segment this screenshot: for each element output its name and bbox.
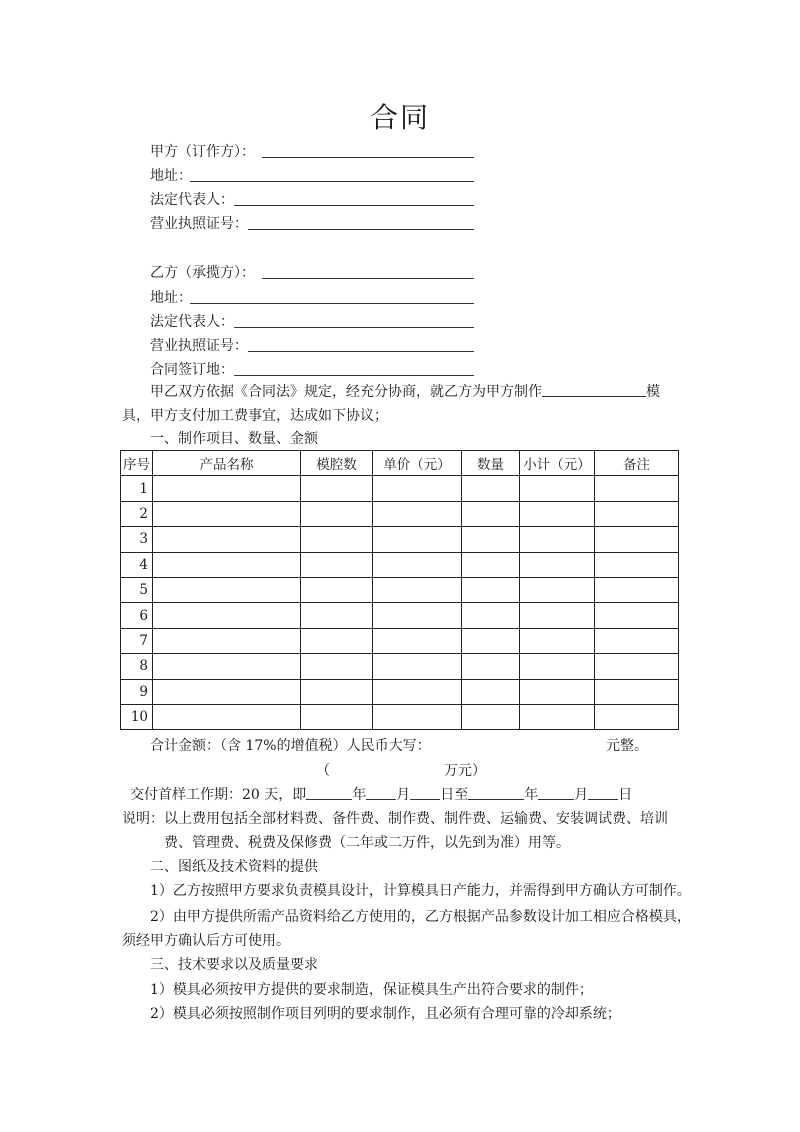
- product-name-cell[interactable]: [153, 603, 301, 628]
- section-3-item-2: 2）模具必须按照制作项目列明的要求制作，且必须有合理可靠的冷却系统；: [150, 1006, 621, 1022]
- remarks-cell[interactable]: [595, 552, 679, 577]
- remarks-cell[interactable]: [595, 603, 679, 628]
- table-row: [121, 628, 679, 653]
- party-b-address-blank[interactable]: [190, 303, 474, 304]
- party-a-name-blank[interactable]: [262, 157, 474, 158]
- unit-price-cell[interactable]: [373, 603, 462, 628]
- unit-price-cell[interactable]: [373, 577, 462, 602]
- unit-price-cell[interactable]: [373, 552, 462, 577]
- start-day-blank[interactable]: [410, 785, 440, 800]
- cavities-cell[interactable]: [301, 654, 373, 679]
- remarks-cell[interactable]: [595, 654, 679, 679]
- mold-product-blank[interactable]: [542, 382, 646, 397]
- table-row: [121, 603, 679, 628]
- col-header-subtotal: 小计（元）: [520, 451, 595, 476]
- row-index: 1: [121, 476, 153, 501]
- subtotal-cell[interactable]: [520, 501, 595, 526]
- section-2-title: 二、图纸及技术资料的提供: [150, 859, 318, 875]
- row-index: 8: [121, 654, 153, 679]
- party-b-legal-rep-label: 法定代表人：: [150, 314, 234, 330]
- col-header-cavities: 模腔数: [301, 451, 373, 476]
- section-1-title: 一、制作项目、数量、金额: [150, 431, 318, 447]
- product-name-cell[interactable]: [153, 552, 301, 577]
- remarks-cell[interactable]: [595, 527, 679, 552]
- remarks-cell[interactable]: [595, 476, 679, 501]
- subtotal-cell[interactable]: [520, 552, 595, 577]
- party-b-license-label: 营业执照证号：: [150, 338, 248, 354]
- col-header-index: 序号: [121, 451, 153, 476]
- total-wan-yuan: 万元）: [444, 763, 486, 779]
- product-name-cell[interactable]: [153, 628, 301, 653]
- unit-price-cell[interactable]: [373, 704, 462, 729]
- intro-line-2: 具，甲方支付加工费事宜，达成如下协议；: [122, 408, 388, 424]
- total-amount-label: 合计金额：（含 17%的增值税）人民币大写：: [150, 738, 431, 754]
- row-index: 4: [121, 552, 153, 577]
- end-year-blank[interactable]: [468, 785, 524, 800]
- table-row: [121, 654, 679, 679]
- end-day-blank[interactable]: [588, 785, 618, 800]
- quantity-cell[interactable]: [462, 704, 520, 729]
- cavities-cell[interactable]: [301, 577, 373, 602]
- section-2-item-1: 1）乙方按照甲方要求负责模具设计，计算模具日产能力，并需得到甲方确认方可制作。: [150, 883, 691, 899]
- party-a-legal-rep-blank[interactable]: [234, 205, 474, 206]
- product-name-cell[interactable]: [153, 577, 301, 602]
- section-3-title: 三、技术要求以及质量要求: [150, 957, 318, 973]
- total-amount-suffix: 元整。: [606, 738, 648, 754]
- subtotal-cell[interactable]: [520, 603, 595, 628]
- table-row: [121, 552, 679, 577]
- table-row: [121, 527, 679, 552]
- cavities-cell[interactable]: [301, 628, 373, 653]
- quantity-cell[interactable]: [462, 679, 520, 704]
- quantity-cell[interactable]: [462, 501, 520, 526]
- delivery-period: [130, 784, 632, 806]
- subtotal-cell[interactable]: [520, 527, 595, 552]
- document-title: 合同: [369, 101, 430, 134]
- quantity-cell[interactable]: [462, 603, 520, 628]
- table-row: [121, 476, 679, 501]
- subtotal-cell[interactable]: [520, 654, 595, 679]
- quantity-cell[interactable]: [462, 476, 520, 501]
- unit-price-cell[interactable]: [373, 628, 462, 653]
- quantity-cell[interactable]: [462, 577, 520, 602]
- party-b-name-blank[interactable]: [262, 278, 474, 279]
- start-month-blank[interactable]: [366, 785, 396, 800]
- unit-price-cell[interactable]: [373, 501, 462, 526]
- party-a-license-label: 营业执照证号：: [150, 216, 248, 232]
- party-b-address-label: 地址：: [150, 290, 192, 306]
- cavities-cell[interactable]: [301, 527, 373, 552]
- note-line-1: 说明：以上费用包括全部材料费、备件费、制作费、制件费、运输费、安装调试费、培训: [122, 811, 668, 827]
- product-name-cell[interactable]: [153, 679, 301, 704]
- product-name-cell[interactable]: [153, 501, 301, 526]
- table-header-row: [121, 451, 679, 476]
- end-month-blank[interactable]: [538, 785, 574, 800]
- table-row: [121, 679, 679, 704]
- col-header-unit-price: 单价（元）: [373, 451, 462, 476]
- unit-price-cell[interactable]: [373, 527, 462, 552]
- intro-text-post: 模: [646, 384, 660, 400]
- month-label-2: 月: [574, 787, 589, 803]
- month-label-1: 月: [396, 787, 411, 803]
- col-header-remarks: 备注: [595, 451, 679, 476]
- unit-price-cell[interactable]: [373, 679, 462, 704]
- remarks-cell[interactable]: [595, 679, 679, 704]
- section-3-item-1: 1）模具必须按甲方提供的要求制造，保证模具生产出符合要求的制件；: [150, 982, 593, 998]
- cavities-cell[interactable]: [301, 476, 373, 501]
- quantity-cell[interactable]: [462, 654, 520, 679]
- sign-place-label: 合同签订地：: [150, 362, 234, 378]
- row-index: 9: [121, 679, 153, 704]
- section-2-item-2-line-1: 2）由甲方提供所需产品资料给乙方使用的，乙方根据产品参数设计加工相应合格模具，: [150, 909, 691, 925]
- subtotal-cell[interactable]: [520, 577, 595, 602]
- row-index: 6: [121, 603, 153, 628]
- intro-line-1: [150, 381, 660, 403]
- subtotal-cell[interactable]: [520, 628, 595, 653]
- subtotal-cell[interactable]: [520, 704, 595, 729]
- row-index: 3: [121, 527, 153, 552]
- party-b-license-blank[interactable]: [248, 351, 474, 352]
- table-row: [121, 577, 679, 602]
- day-to-label: 日至: [440, 787, 469, 803]
- unit-price-cell[interactable]: [373, 654, 462, 679]
- intro-text-pre: 甲乙双方依据《合同法》规定，经充分协商，就乙方为甲方制作: [150, 384, 542, 400]
- row-index: 5: [121, 577, 153, 602]
- total-paren-open: （: [316, 763, 330, 779]
- remarks-cell[interactable]: [595, 577, 679, 602]
- year-label-2: 年: [524, 787, 539, 803]
- product-name-cell[interactable]: [153, 476, 301, 501]
- row-index: 10: [121, 704, 153, 729]
- quantity-cell[interactable]: [462, 628, 520, 653]
- remarks-cell[interactable]: [595, 628, 679, 653]
- product-name-cell[interactable]: [153, 654, 301, 679]
- day-label-end: 日: [618, 787, 633, 803]
- subtotal-cell[interactable]: [520, 679, 595, 704]
- cavities-cell[interactable]: [301, 603, 373, 628]
- row-index: 7: [121, 628, 153, 653]
- party-b-legal-rep-blank[interactable]: [234, 327, 474, 328]
- remarks-cell[interactable]: [595, 704, 679, 729]
- quantity-cell[interactable]: [462, 527, 520, 552]
- col-header-quantity: 数量: [462, 451, 520, 476]
- remarks-cell[interactable]: [595, 501, 679, 526]
- party-a-name-label: 甲方（订作方）：: [150, 144, 255, 160]
- cavities-cell[interactable]: [301, 501, 373, 526]
- quantity-cell[interactable]: [462, 552, 520, 577]
- cavities-cell[interactable]: [301, 704, 373, 729]
- party-b-name-label: 乙方（承揽方）：: [150, 265, 255, 281]
- note-line-2: 费、管理费、税费及保修费（二年或二万件，以先到为准）用等。: [164, 835, 570, 851]
- table-row: [121, 704, 679, 729]
- cavities-cell[interactable]: [301, 552, 373, 577]
- items-table: [120, 450, 679, 730]
- unit-price-cell[interactable]: [373, 476, 462, 501]
- table-row: [121, 501, 679, 526]
- year-label-1: 年: [352, 787, 367, 803]
- subtotal-cell[interactable]: [520, 476, 595, 501]
- party-a-legal-rep-label: 法定代表人：: [150, 192, 234, 208]
- product-name-cell[interactable]: [153, 704, 301, 729]
- section-2-item-2-line-2: 须经甲方确认后方可使用。: [122, 933, 290, 949]
- cavities-cell[interactable]: [301, 679, 373, 704]
- row-index: 2: [121, 501, 153, 526]
- party-a-address-label: 地址：: [150, 168, 192, 184]
- product-name-cell[interactable]: [153, 527, 301, 552]
- party-a-address-blank[interactable]: [190, 181, 474, 182]
- party-a-license-blank[interactable]: [248, 229, 474, 230]
- delivery-label: 交付首样工作期：20 天，即: [130, 787, 307, 803]
- col-header-product-name: 产品名称: [153, 451, 301, 476]
- sign-place-blank[interactable]: [234, 375, 474, 376]
- start-year-blank[interactable]: [306, 785, 352, 800]
